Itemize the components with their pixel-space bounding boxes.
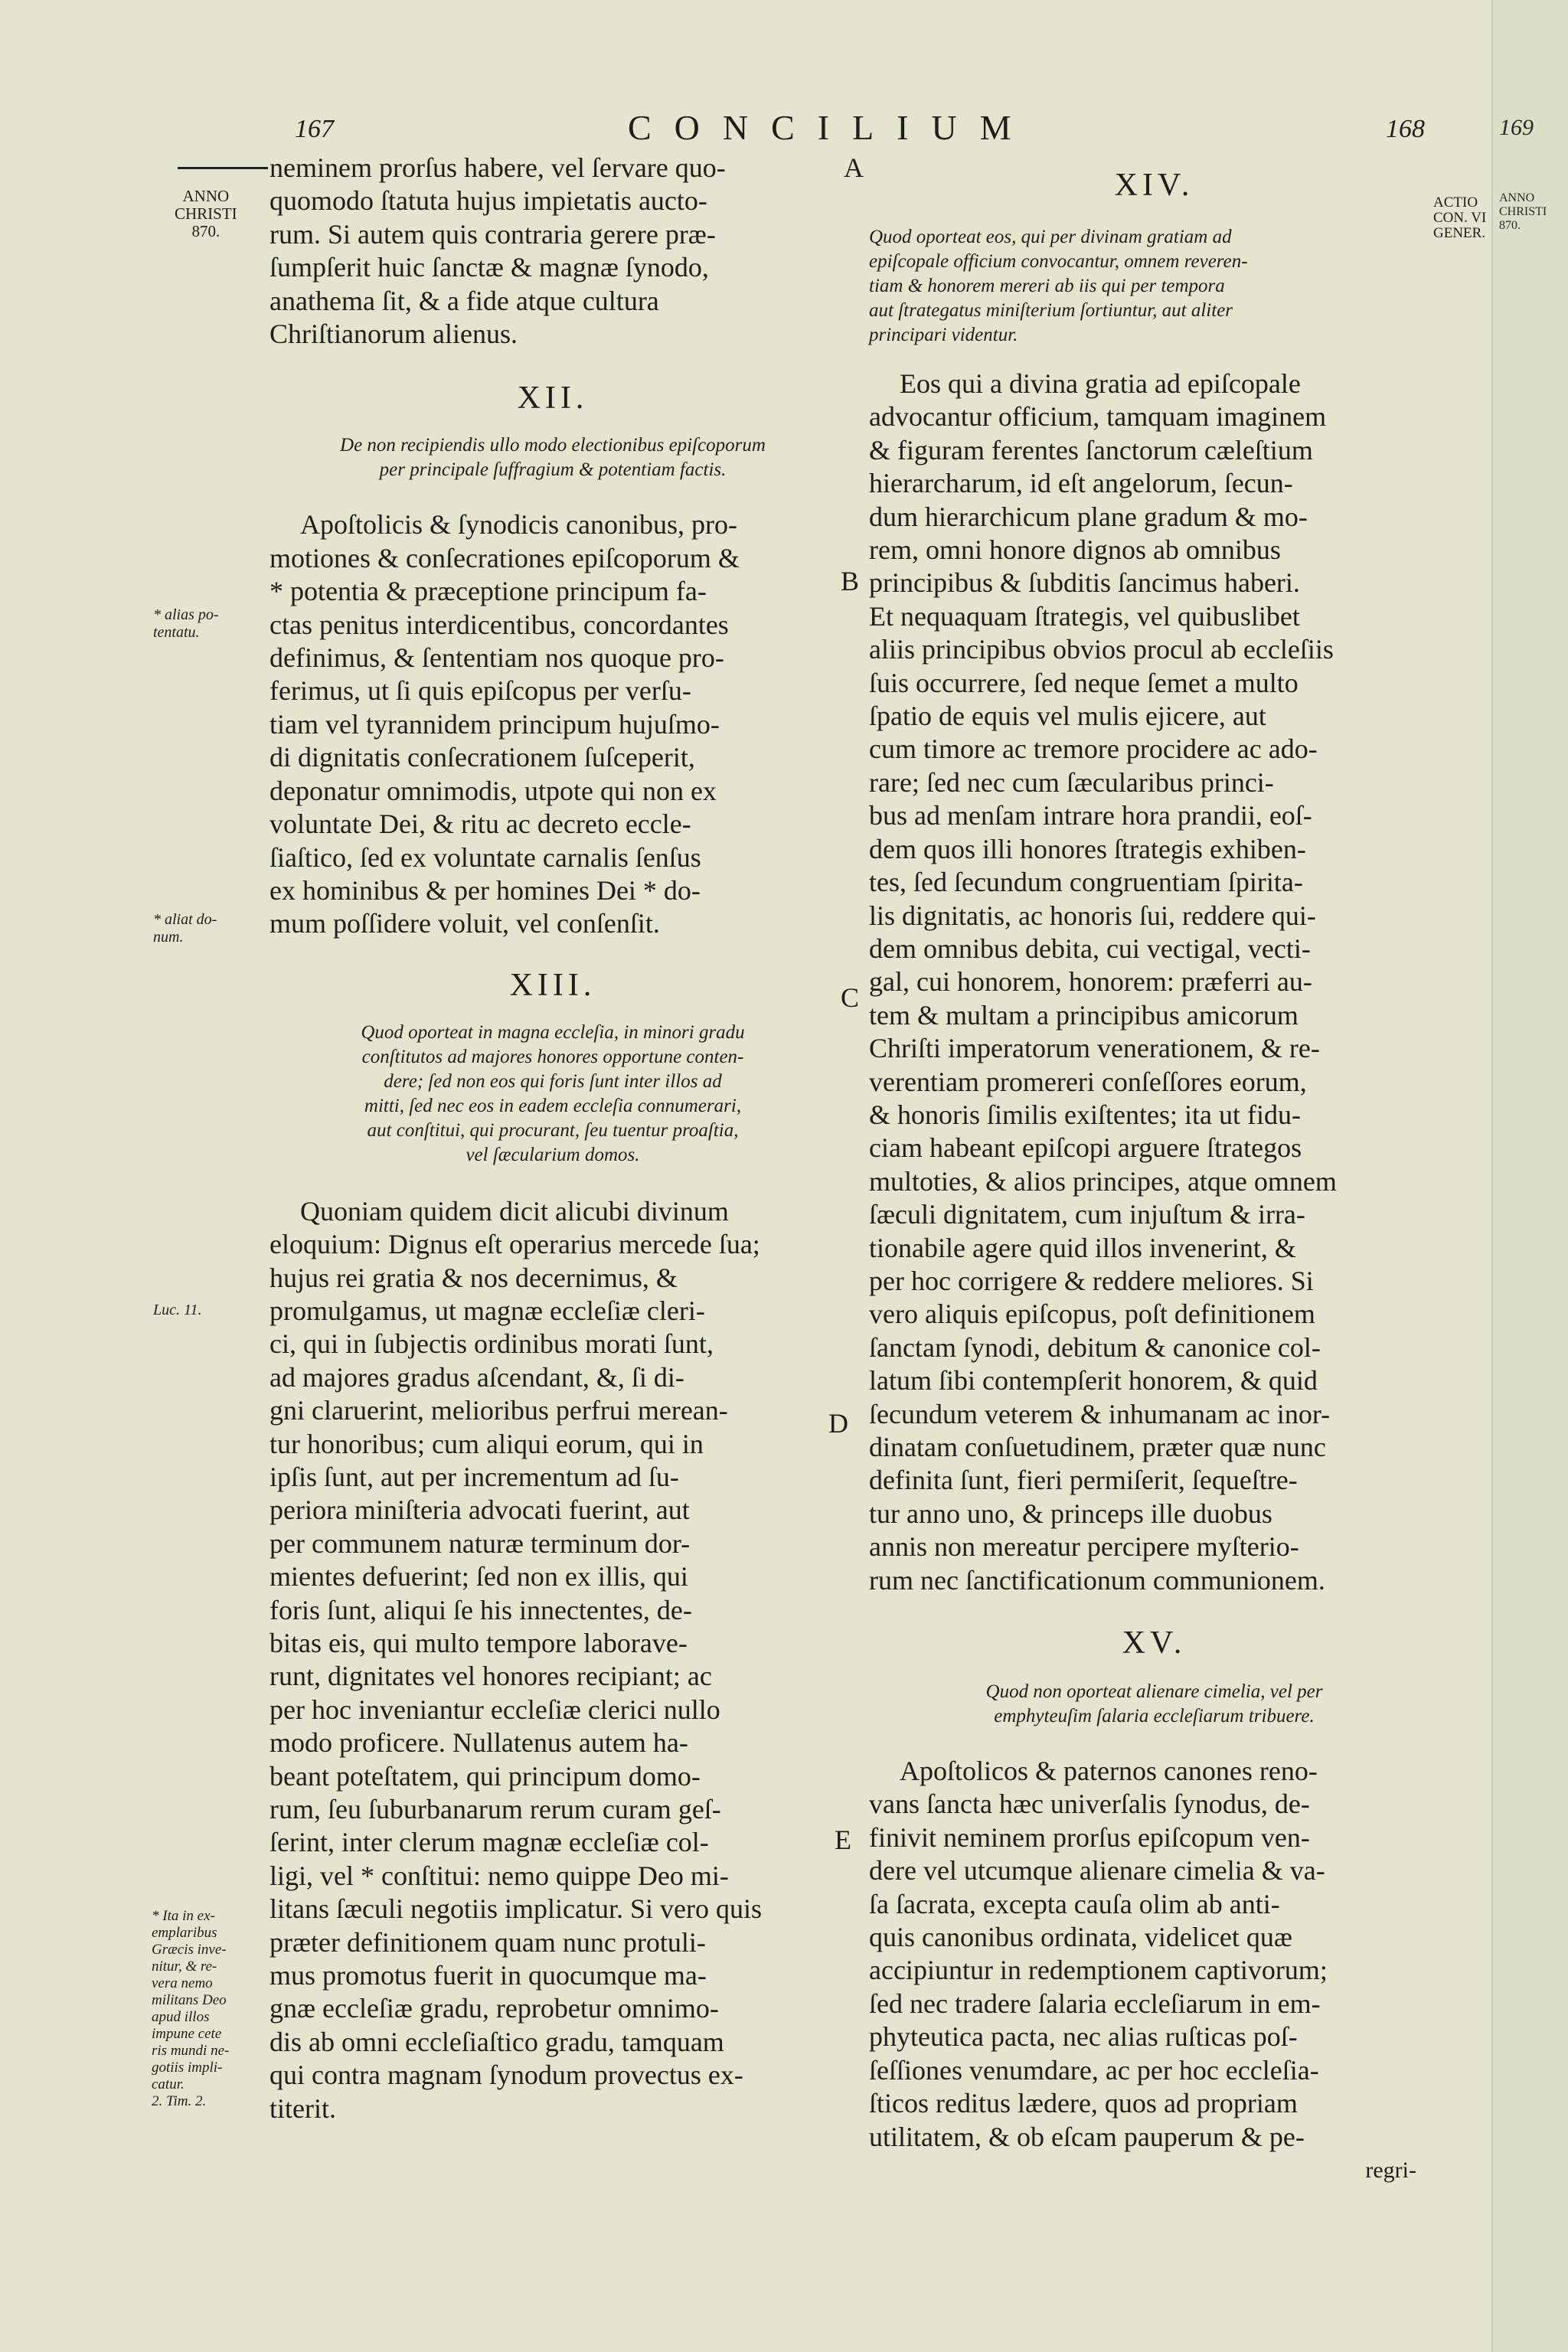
text-line: & figuram ferentes ſanctorum cæleſtium: [869, 434, 1313, 466]
text-line: dis ab omni eccleſiaſtico gradu, tamquam: [270, 2026, 724, 2057]
text-line: motiones & conſecrationes epiſcoporum &: [270, 542, 740, 573]
right-column: [869, 167, 1439, 2187]
text-line: ſumpſerit huic ſanctæ & magnæ ſynodo,: [270, 252, 709, 283]
chapter-heading-xii: XII.: [517, 381, 589, 416]
text-line: per hoc corrigere & reddere meliores. Si: [869, 1265, 1314, 1296]
text-line: phyteutica pacta, nec alias ruſticas poſ-: [869, 2021, 1298, 2053]
text-line: Et nequaquam ſtrategis, vel quibuslibet: [869, 600, 1300, 632]
text-line: verentiam promereri conſeſſores eorum,: [869, 1066, 1307, 1097]
text-line: finivit neminem prorſus epiſcopum ven-: [869, 1821, 1310, 1853]
text-line: quis canonibus ordinata, videlicet quæ: [869, 1922, 1292, 1953]
text-line: mientes defuerint; ſed non ex illis, qui: [270, 1561, 688, 1592]
text-line: rum. Si autem quis contraria gerere præ-: [270, 218, 716, 250]
text-line: qui contra magnam ſynodum provectus ex-: [270, 2060, 743, 2091]
text-line: Apoſtolicis & ſynodicis canonibus, pro-: [300, 509, 737, 541]
text-line: dem omnibus debita, cui vectigal, vecti-: [869, 933, 1311, 964]
text-line: eloquium: Dignus eſt operarius mercede ſua;: [270, 1229, 760, 1260]
chapter-text-xiv: [869, 368, 1439, 1597]
text-line: definita ſunt, fieri permiſerit, ſequeſtre-: [869, 1465, 1298, 1496]
text-line: annis non mereatur percipere myſterio-: [869, 1531, 1299, 1563]
text-line: tur anno uno, & princeps ille duobus: [869, 1498, 1272, 1529]
text-line: rare; ſed nec cum ſæcularibus princi-: [869, 766, 1274, 798]
text-line: aliis principibus obvios procul ab eccleſiis: [869, 634, 1334, 665]
text-line: definimus, & ſententiam nos quoque pro-: [270, 642, 724, 674]
text-line: litans ſæculi negotiis implicatur. Si vero quis: [270, 1893, 762, 1925]
catchword: regri-: [1365, 2157, 1416, 2183]
text-line: bus ad menſam intrare hora prandii, eoſ-: [869, 800, 1312, 831]
text-line: hierarcharum, id eſt angelorum, ſecun-: [869, 468, 1293, 499]
section-letter-d: D: [828, 1408, 848, 1439]
text-line: dum hierarchicum plane gradum & mo-: [869, 501, 1308, 532]
text-line: ex hominibus & per homines Dei * do-: [270, 874, 701, 906]
left-column: [270, 152, 836, 2125]
text-line: ſticos reditus lædere, quos ad propriam: [869, 2088, 1298, 2119]
text-line: * potentia & præceptione principum fa-: [270, 576, 707, 607]
text-line: ſa ſacrata, excepta cauſa olim ab anti-: [869, 1888, 1280, 1919]
text-line: principibus & ſubditis ſancimus haberi.: [869, 567, 1300, 599]
next-page-edge: [1491, 0, 1568, 2352]
text-line: tes, ſed ſecundum congruentiam ſpirita-: [869, 867, 1303, 898]
text-line: di dignitatis conſecrationem ſuſceperit,: [270, 742, 695, 773]
text-line: vero aliquis epiſcopus, poſt definitionem: [869, 1298, 1315, 1330]
text-line: lis dignitatis, ac honoris ſui, reddere qui-: [869, 900, 1316, 931]
text-line: tionabile agere quid illos invenerint, &: [869, 1232, 1296, 1263]
text-line: rem, omni honore dignos ab omnibus: [869, 534, 1281, 566]
text-line: deponatur omnimodis, utpote qui non ex: [270, 775, 717, 806]
margin-note-ita: * Ita in ex- emplaribus Græcis inve- nitur, & re- vera nemo militans Deo apud illos impune cete ris mundi ne- gotiis impli- catur. 2. Tim. 2.: [152, 1908, 230, 2109]
text-line: accipiuntur in redemptionem captivorum;: [869, 1955, 1328, 1986]
text-line: neminem prorſus habere, vel ſervare quo-: [270, 152, 726, 183]
section-letter-a: A: [844, 152, 864, 183]
section-letter-b: B: [841, 566, 860, 596]
chapter-text-xiii: [270, 1195, 836, 2125]
text-line: tiam vel tyrannidem principum hujuſmo-: [270, 708, 720, 740]
text-line: bitas eis, qui multo tempore laborave-: [270, 1628, 688, 1658]
next-page-fragment: 169: [1499, 115, 1534, 140]
text-line: titerit.: [270, 2092, 336, 2124]
text-line: tem & multam a principibus amicorum: [869, 999, 1298, 1031]
text-line: foris ſunt, aliqui ſe his innectentes, de-: [270, 1594, 692, 1625]
text-line: dem quos illi honores ſtrategis exhiben-: [869, 833, 1306, 864]
text-line: anathema ſit, & a fide atque cultura: [270, 285, 659, 316]
text-line: hujus rei gratia & nos decernimus, &: [270, 1262, 678, 1293]
text-line: Chriſti imperatorum venerationem, & re-: [869, 1033, 1320, 1064]
actio-note: ACTIO CON. VI GENER.: [1433, 194, 1487, 241]
text-line: ciam habeant epiſcopi arguere ſtrategos: [869, 1132, 1302, 1164]
text-line: ferimus, ut ſi quis epiſcopus per verſu-: [270, 675, 691, 707]
text-line: beant poteſtatem, qui principum domo-: [270, 1760, 701, 1792]
text-line: runt, dignitates vel honores recipiant; ac: [270, 1661, 712, 1692]
chapter-summary-xiv: Quod oporteat eos, qui per divinam gratiam ad epiſcopale officium convocantur, omnem reveren- tiam & honorem mereri ab iis qui per tempora aut ſtrategatus miniſterium ſortiuntur, aut aliter principari videntur.: [869, 227, 1248, 345]
text-line: præter definitionem quam nunc protuli-: [270, 1926, 706, 1958]
text-line: Quoniam quidem dicit alicubi divinum: [300, 1195, 729, 1227]
text-line: rum nec ſanctificationum communionem.: [869, 1564, 1325, 1596]
text-line: gnæ eccleſiæ gradu, reprobetur omnimo-: [270, 1993, 719, 2024]
text-line: vans ſancta hæc univerſalis ſynodus, de-: [869, 1788, 1310, 1820]
chapter-text-xv: [869, 1755, 1439, 2187]
text-line: utilitatem, & ob eſcam pauperum & pe-: [869, 2121, 1305, 2152]
margin-note-luc: Luc. 11.: [153, 1302, 202, 1318]
chapter-heading-xv: XV.: [1122, 1625, 1187, 1661]
text-line: ci, qui in ſubjectis ordinibus morati ſunt,: [270, 1328, 714, 1360]
text-line: ſed nec tradere ſalaria eccleſiarum in em-: [869, 1988, 1321, 2019]
chapter-summary-xii: De non recipiendis ullo modo electionibus epiſcoporum per principale ſuffragium & potentiam factis.: [340, 435, 766, 481]
text-line: ipſis ſunt, aut per incrementum ad ſu-: [270, 1461, 679, 1492]
text-line: ſeſſiones venumdare, ac per hoc eccleſia-: [869, 2054, 1319, 2086]
text-line: per hoc inveniantur eccleſiæ clerici nullo: [270, 1694, 720, 1725]
text-line: Eos qui a divina gratia ad epiſcopale: [900, 368, 1301, 399]
text-line: ctas penitus interdicentibus, concordantes: [270, 609, 729, 640]
section-letter-c: C: [841, 982, 860, 1013]
text-line: ligi, vel * conſtitui: nemo quippe Deo mi-: [270, 1860, 729, 1891]
header-rule: [178, 167, 268, 169]
text-line: dere vel utcumque alienare cimelia & va-: [869, 1855, 1325, 1886]
text-line: ſpatio de equis vel mulis ejicere, aut: [869, 701, 1266, 732]
text-line: quomodo ſtatuta hujus impietatis auctо-: [270, 185, 707, 217]
running-title: CONCILIUM: [628, 108, 1034, 147]
chapter-heading-xiv: XIV.: [1114, 168, 1194, 203]
text-line: modo proficere. Nullatenus autem ha-: [270, 1727, 688, 1759]
page-number-left: 167: [295, 115, 334, 143]
margin-note-donum: * aliat do- num.: [153, 911, 217, 946]
chapter-summary-xiii: Quod oporteat in magna eccleſia, in minori gradu conſtitutos ad majores honores opportune conten- dere; ſed non eos qui foris ſunt inter illos ad mitti, ſed nec eos in eadem eccleſia connumerari, aut conſtitui, qui procurant, ſeu tuentur proaſtia, vel ſæcularium domos.: [361, 1021, 745, 1165]
text-line: cum timore ac tremore procidere ac ado-: [869, 733, 1318, 765]
text-line: rum, ſeu ſuburbanarum rerum curam geſ-: [270, 1794, 721, 1825]
text-line: advocantur officium, tamquam imaginem: [869, 401, 1327, 433]
chapter-text-xii: [270, 508, 836, 940]
text-line: dinatam conſuetudinem, præter quæ nunc: [869, 1432, 1326, 1462]
text-line: ſecundum veterem & inhumanam ac inor-: [869, 1398, 1331, 1429]
text-line: ſanctam ſynodi, debitum & canonice col-: [869, 1331, 1321, 1363]
text-line: gal, cui honorem, honorem: præferri au-: [869, 966, 1312, 998]
text-line: Apoſtolicos & paternos canones reno-: [900, 1756, 1318, 1787]
text-line: mum poſſidere voluit, vel conſenſit.: [270, 908, 660, 939]
text-line: ſiaſtico, ſed ex voluntate carnalis ſenſus: [270, 841, 701, 873]
text-line: gni claruerint, melioribus perfrui merean-: [270, 1395, 728, 1426]
text-line: Chriſtianorum alienus.: [270, 318, 518, 350]
text-line: & honoris ſimilis exiſtentes; ita ut fidu-: [869, 1099, 1301, 1130]
intro-text: [270, 152, 836, 351]
text-line: multoties, & alios principes, atque omnem: [869, 1165, 1337, 1197]
text-line: mus promotus fuerit in quocumque ma-: [270, 1960, 707, 1991]
text-line: periora miniſteria advocati fuerint, aut: [270, 1494, 690, 1526]
next-page-anno: ANNO CHRISTI 870.: [1499, 191, 1547, 232]
text-line: ſerint, inter clerum magnæ eccleſiæ col-: [270, 1827, 709, 1858]
text-line: ſuis occurrere, ſed neque ſemet a multo: [869, 667, 1298, 698]
text-line: per communem naturæ terminum dor-: [270, 1527, 691, 1559]
section-letter-e: E: [835, 1824, 851, 1855]
chapter-summary-xv: Quod non oporteat alienare cimelia, vel per emphyteuſim ſalaria eccleſiarum tribuere.: [985, 1681, 1323, 1727]
text-line: ad majores gradus aſcendant, &, ſi di-: [270, 1361, 684, 1393]
text-line: tur honoribus; cum aliqui eorum, qui in: [270, 1428, 704, 1459]
text-line: latum ſibi contempſerit honorem, & quid: [869, 1365, 1318, 1396]
chapter-heading-xiii: XIII.: [509, 967, 596, 1003]
anno-christi-note: ANNO CHRISTI 870.: [175, 187, 237, 240]
text-line: ſæculi dignitatem, cum injuſtum & irra-: [869, 1199, 1305, 1230]
page-number-right: 168: [1386, 115, 1425, 143]
text-line: voluntate Dei, & ritu ac decreto eccle-: [270, 808, 691, 840]
text-line: promulgamus, ut magnæ eccleſiæ cleri-: [270, 1295, 705, 1326]
margin-note-potentatu: * alias po- tentatu.: [153, 606, 219, 641]
